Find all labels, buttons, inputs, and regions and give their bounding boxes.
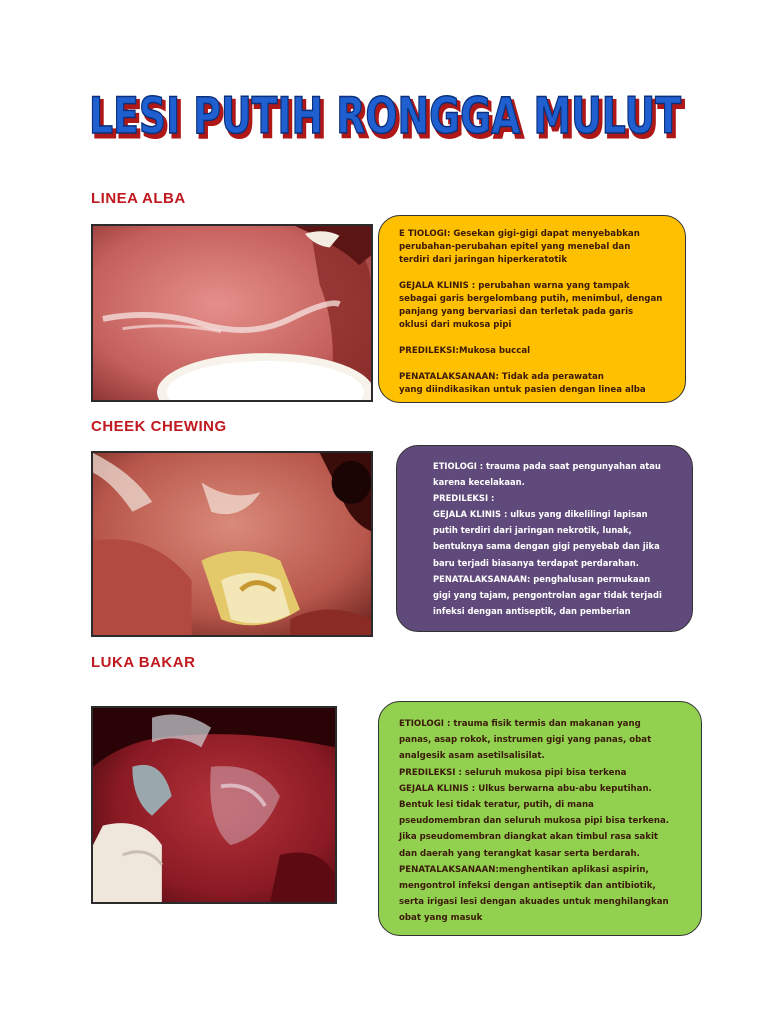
info-line: perubahan-perubahan epitel yang menebal dan <box>399 242 631 252</box>
info-line: baru terjadi biasanya terdapat perdarahan. <box>433 557 639 568</box>
info-line: yang diindikasikan untuk pasien dengan linea alba <box>399 385 646 395</box>
linea-alba-info-panel <box>378 215 686 403</box>
info-line: ETIOLOGI : trauma fisik termis dan makanan yang <box>399 719 641 729</box>
luka-bakar-photo <box>91 706 337 904</box>
linea-alba-photo <box>91 224 373 402</box>
info-line: putih terdiri dari jaringan nekrotik, lunak, <box>433 525 632 536</box>
info-line: Bentuk lesi tidak teratur, putih, di mana <box>399 800 594 811</box>
info-line: infeksi dengan antiseptik, dan pemberian <box>433 605 631 616</box>
info-line: bentuknya sama dengan gigi penyebab dan jika <box>433 541 660 552</box>
info-line: PENATALAKSANAAN:menghentikan aplikasi aspirin, <box>399 864 649 875</box>
info-line: Jika pseudomembran diangkat akan timbul rasa sakit <box>399 832 658 843</box>
info-line: PREDILEKSI : seluruh mukosa pipi bisa terkena <box>399 767 627 778</box>
info-line: GEJALA KLINIS : perubahan warna yang tampak <box>399 281 630 291</box>
info-line: oklusi dari mukosa pipi <box>399 320 512 330</box>
section-heading-cheek-chewing: CHEEK CHEWING <box>91 418 227 435</box>
cheek-chewing-info-panel <box>396 445 693 632</box>
info-line: ETIOLOGI : trauma pada saat pengunyahan atau <box>433 461 661 471</box>
info-line: PREDILEKSI : <box>433 493 495 504</box>
luka-bakar-info-panel <box>378 701 702 936</box>
cheek-chewing-photo <box>91 451 373 637</box>
info-line: E TIOLOGI: Gesekan gigi-gigi dapat menyebabkan <box>399 229 640 239</box>
info-line: karena kecelakaan. <box>433 477 525 488</box>
page-title <box>86 84 686 146</box>
info-line: PREDILEKSI:Mukosa buccal <box>399 346 531 356</box>
info-line: panas, asap rokok, instrumen gigi yang panas, obat <box>399 735 652 746</box>
svg-text:LESI PUTIH RONGGA MULUT: LESI PUTIH RONGGA MULUT <box>92 91 684 146</box>
info-line: PENATALAKSANAAN: Tidak ada perawatan <box>399 372 604 382</box>
info-line: serta irigasi lesi dengan akuades untuk menghilangkan <box>399 897 669 908</box>
info-line: pseudomembran dan seluruh mukosa pipi bisa terkena. <box>399 816 670 827</box>
info-line: PENATALAKSANAAN: penghalusan permukaan <box>433 573 651 584</box>
info-line: GEJALA KLINIS : Ulkus berwarna abu-abu keputihan. <box>399 783 652 794</box>
section-heading-luka-bakar: LUKA BAKAR <box>91 654 196 671</box>
info-line: mengontrol infeksi dengan antiseptik dan antibiotik, <box>399 881 656 892</box>
info-line: dan daerah yang terangkat kasar serta berdarah. <box>399 848 640 859</box>
info-line: panjang yang bervariasi dan terletak pada garis <box>399 307 634 317</box>
info-line: sebagai garis bergelombang putih, menimbul, dengan <box>399 294 663 304</box>
info-line: obat yang masuk <box>399 913 483 924</box>
info-line: terdiri dari jaringan hiperkeratotik <box>399 255 568 265</box>
info-line: gigi yang tajam, pengontrolan agar tidak terjadi <box>433 589 662 600</box>
svg-text:LESI PUTIH RONGGA MULUT: LESI PUTIH RONGGA MULUT <box>89 87 681 145</box>
info-line: analgesik asam asetilsalisilat. <box>399 751 545 762</box>
section-heading-linea-alba: LINEA ALBA <box>91 190 186 207</box>
info-line: GEJALA KLINIS : ulkus yang dikelilingi lapisan <box>433 509 648 520</box>
